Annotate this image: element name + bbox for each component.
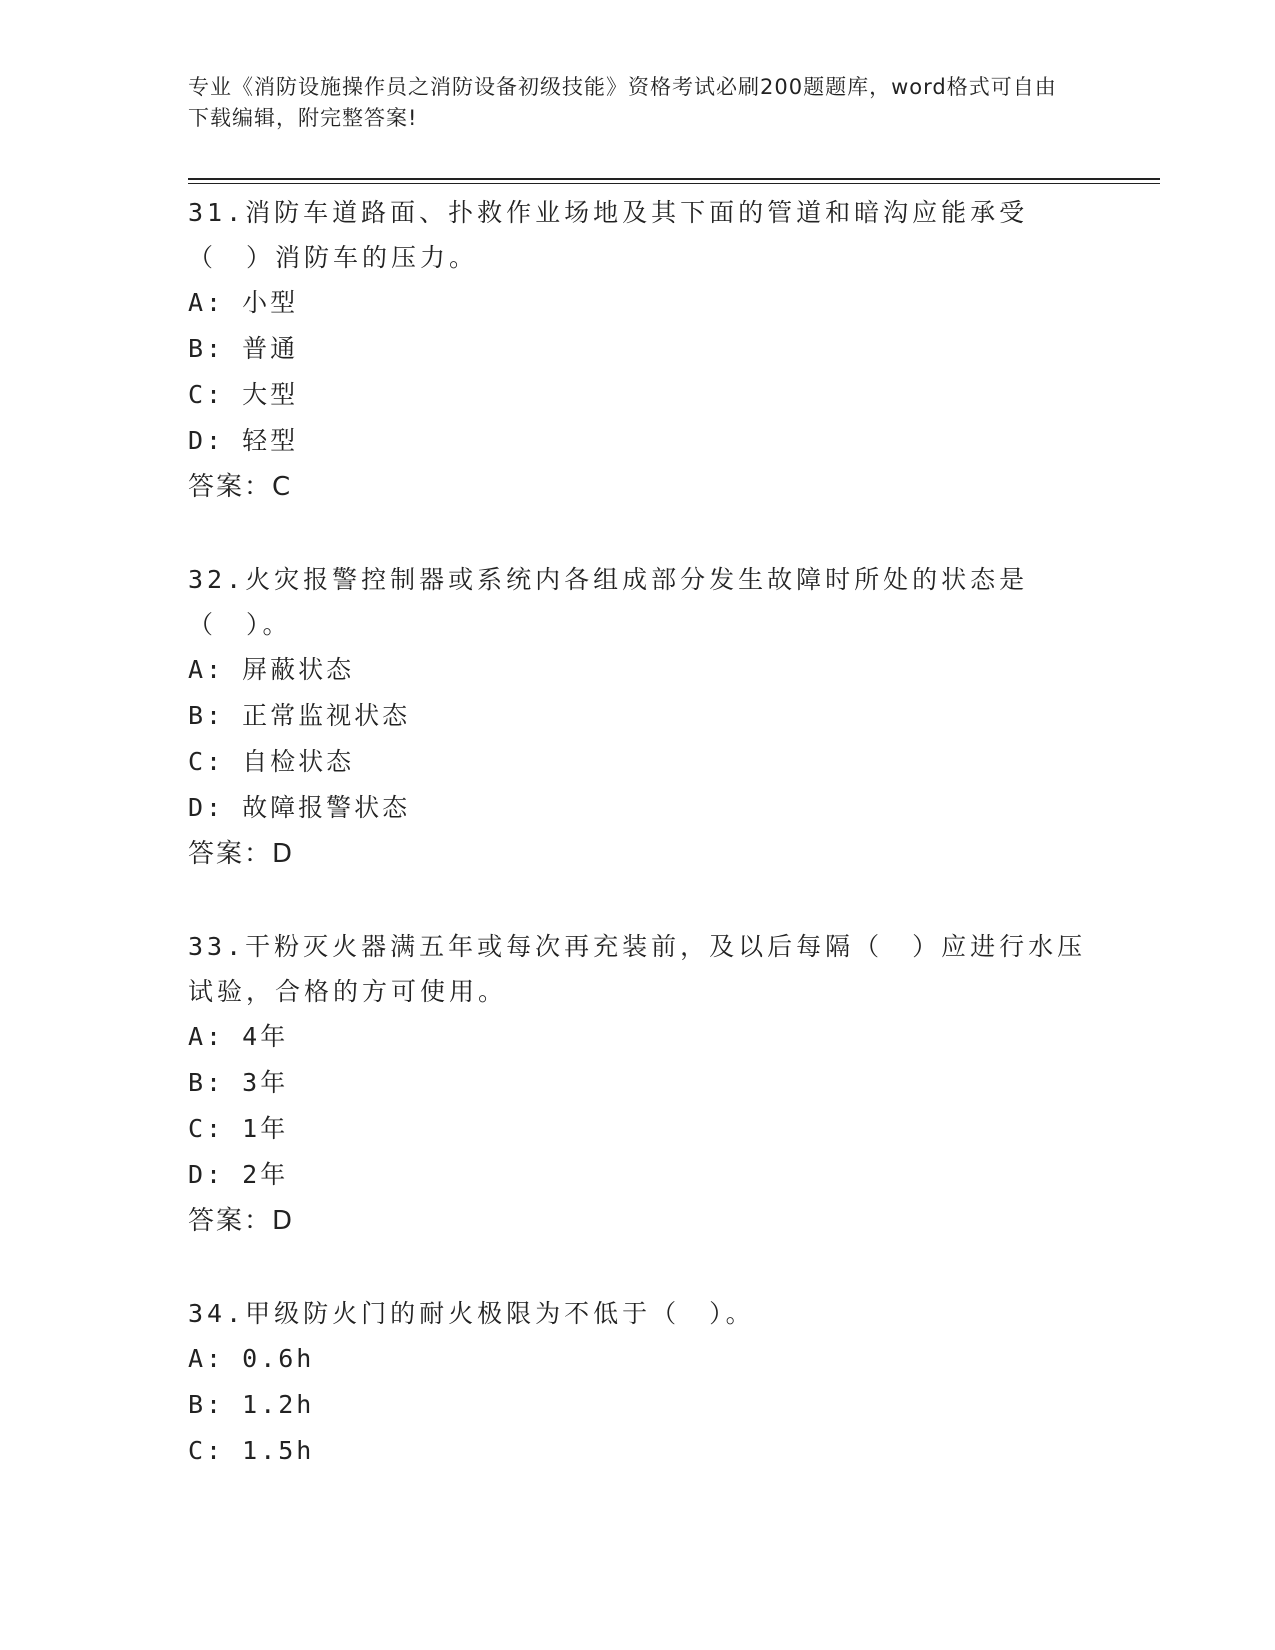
question-text: 33.干粉灭火器满五年或每次再充装前，及以后每隔（ ）应进行水压试验，合格的方可使用。 xyxy=(188,932,1087,1006)
question-32 xyxy=(188,557,1088,877)
answer: 答案：D xyxy=(188,839,295,869)
option-b: B: 正常监视状态 xyxy=(188,701,411,730)
question-text: 32.火灾报警控制器或系统内各组成部分发生故障时所处的状态是（ ）。 xyxy=(188,565,1029,639)
question-text: 34.甲级防火门的耐火极限为不低于（ ）。 xyxy=(188,1299,755,1328)
option-b: B: 3年 xyxy=(188,1068,289,1097)
question-31 xyxy=(188,190,1088,510)
option-a: A: 4年 xyxy=(188,1022,289,1051)
question-34 xyxy=(188,1291,1088,1474)
answer: 答案：C xyxy=(188,472,293,502)
header-divider-thin xyxy=(188,183,1160,184)
option-a: A: 小型 xyxy=(188,288,299,317)
option-c: C: 自检状态 xyxy=(188,747,355,776)
option-c: C: 1年 xyxy=(188,1114,289,1143)
document-header: 专业《消防设施操作员之消防设备初级技能》资格考试必刷200题题库，word格式可自由下载编辑，附完整答案! xyxy=(188,75,1057,130)
question-text: 31.消防车道路面、扑救作业场地及其下面的管道和暗沟应能承受（ ）消防车的压力。 xyxy=(188,198,1029,272)
option-d: D: 2年 xyxy=(188,1160,289,1189)
header-divider-thick xyxy=(188,178,1160,180)
option-a: A: 屏蔽状态 xyxy=(188,655,355,684)
option-c: C: 1.5h xyxy=(188,1436,315,1465)
option-b: B: 普通 xyxy=(188,334,299,363)
option-a: A: 0.6h xyxy=(188,1344,315,1373)
option-d: D: 故障报警状态 xyxy=(188,793,411,822)
option-d: D: 轻型 xyxy=(188,426,299,455)
answer: 答案：D xyxy=(188,1206,295,1236)
option-b: B: 1.2h xyxy=(188,1390,315,1419)
question-list xyxy=(188,190,1088,1521)
question-33 xyxy=(188,924,1088,1244)
option-c: C: 大型 xyxy=(188,380,299,409)
